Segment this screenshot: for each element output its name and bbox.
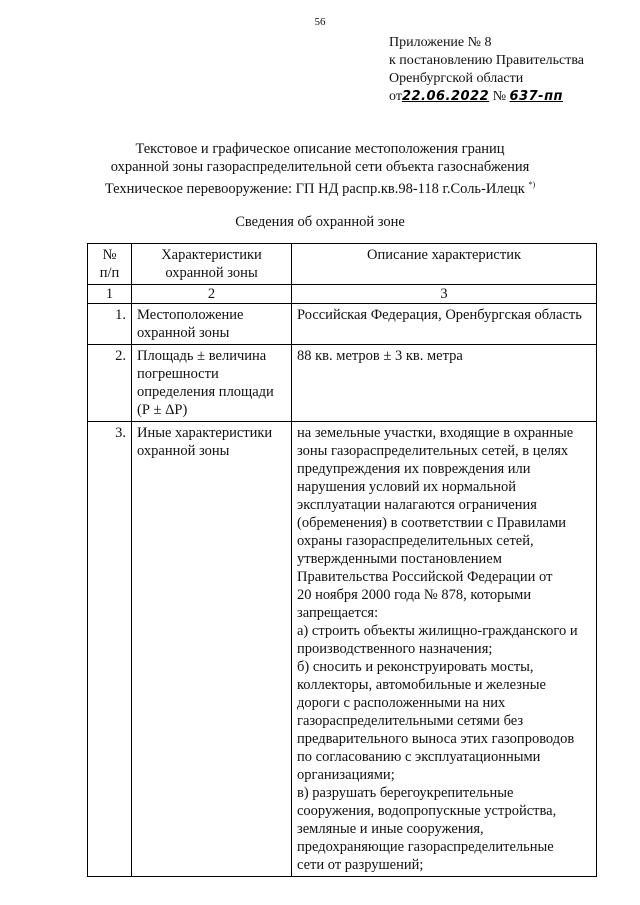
description-line: эксплуатации налагаются ограничения: [297, 497, 537, 513]
header-characteristic-line: охранной зоны: [165, 265, 258, 281]
row-characteristic: [132, 422, 292, 877]
description-line: сети от разрушений;: [297, 857, 424, 873]
title-line-3-text: Техническое перевооружение: ГП НД распр.кв.98-118 г.Соль-Илецк: [104, 180, 525, 197]
characteristic-line: Иные характеристики: [137, 425, 273, 441]
appendix-date: 22.06.2022: [401, 89, 490, 104]
index-cell: 1: [88, 285, 132, 304]
characteristic-line: охранной зоны: [137, 443, 230, 459]
description-line: дороги с расположенными на них: [297, 695, 506, 711]
characteristic-line: (Р ± ΔР): [137, 402, 188, 418]
appendix-title: Приложение № 8: [389, 35, 492, 50]
header-num: [88, 244, 132, 285]
header-description: Описание характеристик: [292, 244, 597, 285]
description-line: предохраняющие газораспределительные: [297, 839, 554, 855]
table-row: [88, 304, 597, 345]
header-characteristic-line: Характеристики: [161, 247, 262, 263]
header-num-line: №: [102, 247, 117, 263]
title-line-3: [0, 176, 640, 198]
table-header-row: [88, 244, 597, 285]
description-line: на земельные участки, входящие в охранные: [297, 425, 574, 441]
title-line-2: охранной зоны газораспределительной сети объекта газоснабжения: [110, 159, 530, 175]
characteristic-line: определения площади: [137, 384, 274, 400]
row-number: 1.: [88, 304, 132, 345]
description-line: утвержденными постановлением: [297, 551, 502, 567]
appendix-region: Оренбургской области: [389, 71, 524, 86]
row-description: [292, 422, 597, 877]
description-line: земляные и иные сооружения,: [297, 821, 484, 837]
characteristic-line: Местоположение: [137, 307, 244, 323]
description-line: охраны газораспределительных сетей,: [297, 533, 534, 549]
row-description: [292, 304, 597, 345]
header-characteristic: [132, 244, 292, 285]
row-number: 2.: [88, 345, 132, 422]
description-line: в) разрушать берегоукрепительные: [297, 785, 514, 801]
characteristic-line: погрешности: [137, 366, 219, 382]
index-cell: 3: [292, 285, 597, 304]
description-line: 20 ноября 2000 года № 878, которыми: [297, 587, 532, 603]
title-line-1: Текстовое и графическое описание местоположения границ: [135, 141, 505, 157]
page-number: 56: [314, 16, 326, 28]
header-num-line: п/п: [99, 265, 120, 281]
appendix-number-sign: №: [492, 89, 507, 104]
description-line: запрещается:: [297, 605, 379, 621]
table-index-row: [88, 285, 597, 304]
description-line: производственного назначения;: [297, 641, 493, 657]
table-row: [88, 422, 597, 877]
description-line: газораспределительными сетями без: [297, 713, 524, 729]
table-row: [88, 345, 597, 422]
document-title: [0, 140, 640, 198]
description-line: предупреждения их повреждения или: [297, 461, 531, 477]
characteristic-line: охранной зоны: [137, 325, 230, 341]
footnote-mark: *): [528, 180, 536, 189]
index-cell: 2: [132, 285, 292, 304]
description-line: Правительства Российской Федерации от: [297, 569, 553, 585]
appendix-number: 637-пп: [509, 89, 564, 104]
description-line: (обременения) в соответствии с Правилами: [297, 515, 567, 531]
description-line: по согласованию с эксплуатационными: [297, 749, 541, 765]
description-line: 88 кв. метров ± 3 кв. метра: [297, 348, 463, 364]
row-description: [292, 345, 597, 422]
description-line: нарушения условий их нормальной: [297, 479, 517, 495]
description-line: предварительного выноса этих газопроводов: [297, 731, 575, 747]
row-characteristic: [132, 304, 292, 345]
description-line: коллекторы, автомобильные и железные: [297, 677, 546, 693]
description-line: зоны газораспределительных сетей, в целях: [297, 443, 569, 459]
description-line: организациями;: [297, 767, 395, 783]
description-line: б) сносить и реконструировать мосты,: [297, 659, 534, 675]
section-subtitle: Сведения об охранной зоне: [235, 214, 405, 230]
appendix-date-prefix: от: [389, 89, 402, 104]
description-line: а) строить объекты жилищно-гражданского и: [297, 623, 578, 639]
row-number: 3.: [88, 422, 132, 877]
characteristic-line: Площадь ± величина: [137, 348, 267, 364]
description-line: Российская Федерация, Оренбургская область: [297, 307, 582, 323]
appendix-header: [389, 34, 584, 106]
description-line: сооружения, водопропускные устройства,: [297, 803, 557, 819]
appendix-date-line: [389, 88, 584, 106]
appendix-resolution: к постановлению Правительства: [389, 53, 585, 68]
protection-zone-table: [87, 243, 597, 877]
row-characteristic: [132, 345, 292, 422]
